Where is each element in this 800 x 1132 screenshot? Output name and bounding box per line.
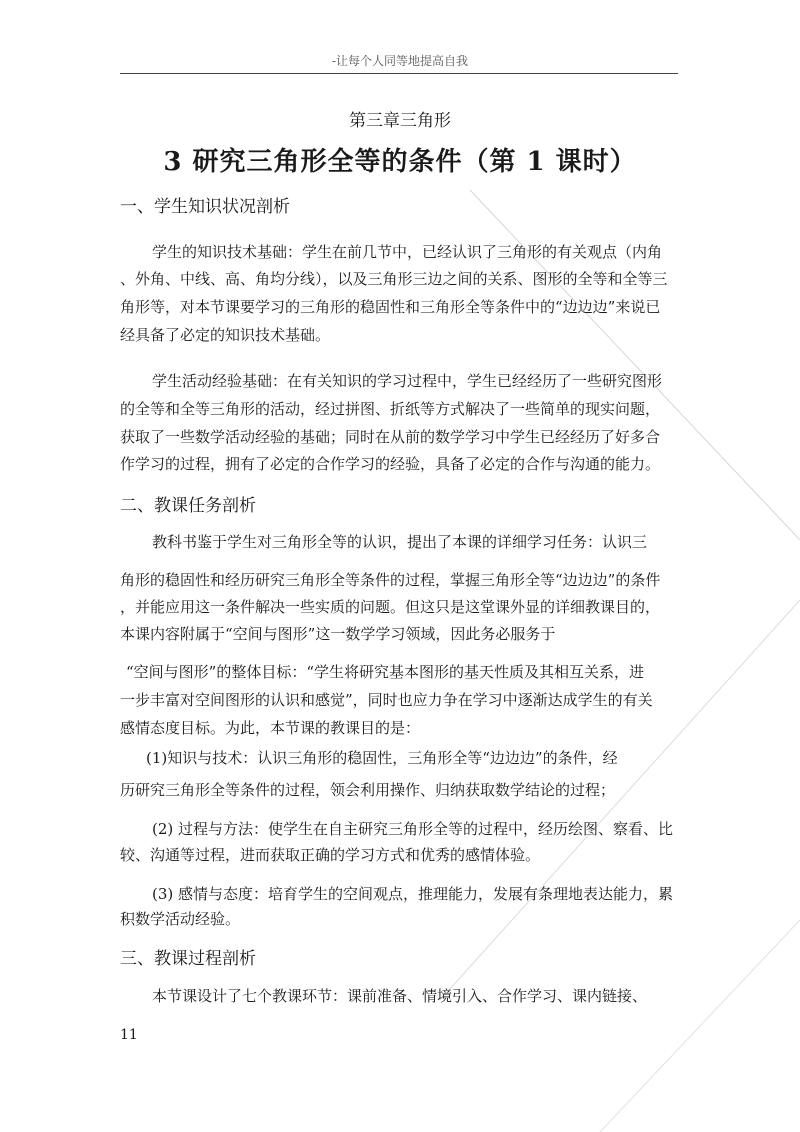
paragraph-line: 感情态度目标。为此，本节课的教课目的是： — [120, 719, 421, 737]
paragraph-line: 角形等，对本节课要学习的三角形的稳固性和三角形全等条件中的“边边边”来说已 — [120, 298, 661, 316]
objective-line: 较、沟通等过程，进而获取正确的学习方式和优秀的感情体验。 — [120, 846, 541, 864]
paragraph-line: 一步丰富对空间图形的认识和感觉”，同时也应力争在学习中逐渐达成学生的有关 — [120, 691, 653, 709]
paragraph-line: 学生活动经验基础：在有关知识的学习过程中，学生已经经历了一些研究图形 — [152, 372, 663, 390]
objective-line: (1)知识与技术：认识三角形的稳固性，三角形全等“边边边”的条件，经 — [146, 749, 618, 767]
paragraph-line: 学生的知识技术基础：学生在前几节中，已经认识了三角形的有关观点（内角 — [152, 243, 663, 261]
page-header: -让每个人同等地提高自我 — [331, 54, 469, 68]
section-heading-1: 一、学生知识状况剖析 — [120, 197, 290, 217]
objective-line: (2) 过程与方法：使学生在自主研究三角形全等的过程中，经历绘图、察看、比 — [152, 820, 674, 838]
section-heading-2: 二、教课任务剖析 — [120, 496, 256, 516]
lesson-title: 3 研究三角形全等的条件（第 1 课时） — [163, 147, 637, 177]
paragraph-line: 本节课设计了七个教课环节：课前准备、情境引入、合作学习、课内链接、 — [152, 987, 648, 1005]
paragraph-line: 角形的稳固性和经历研究三角形全等条件的过程，掌握三角形全等“边边边”的条件 — [120, 571, 661, 589]
paragraph-line: “空间与图形”的整体目标：“学生将研究基本图形的基天性质及其相互关系，进 — [126, 663, 645, 681]
paragraph-line: 作学习的过程，拥有了必定的合作学习的经验，具备了必定的合作与沟通的能力。 — [120, 455, 661, 473]
objective-line: (3) 感情与态度：培育学生的空间观点，推理能力，发展有条理地表达能力，累 — [152, 885, 674, 903]
paragraph-line: ，并能应用这一条件解决一些实质的问题。但这只是这堂课外显的详细教课目的， — [120, 598, 661, 616]
paragraph-line: 本课内容附属于“空间与图形”这一数学学习领域，因此务必服务于 — [120, 625, 556, 643]
paragraph-line: 经具备了必定的知识技术基础。 — [120, 326, 331, 344]
paragraph-line: 教科书鉴于学生对三角形全等的认识，提出了本课的详细学习任务：认识三 — [152, 533, 648, 551]
page-number: 11 — [120, 1027, 138, 1043]
paragraph-line: 获取了一些数学活动经验的基础；同时在从前的数学学习中学生已经经历了好多合 — [120, 428, 661, 446]
chapter-title: 第三章三角形 — [349, 111, 451, 131]
paragraph-line: 、外角、中线、高、角均分线），以及三角形三边之间的关系、图形的全等和全等三 — [120, 270, 668, 288]
section-heading-3: 三、教课过程剖析 — [120, 949, 256, 969]
objective-line: 历研究三角形全等条件的过程，领会利用操作、归纳获取数学结论的过程； — [120, 781, 616, 799]
objective-line: 积数学活动经验。 — [120, 910, 241, 928]
header-rule — [120, 73, 678, 74]
paragraph-line: 的全等和全等三角形的活动，经过拼图、折纸等方式解决了一些简单的现实问题， — [120, 400, 661, 418]
